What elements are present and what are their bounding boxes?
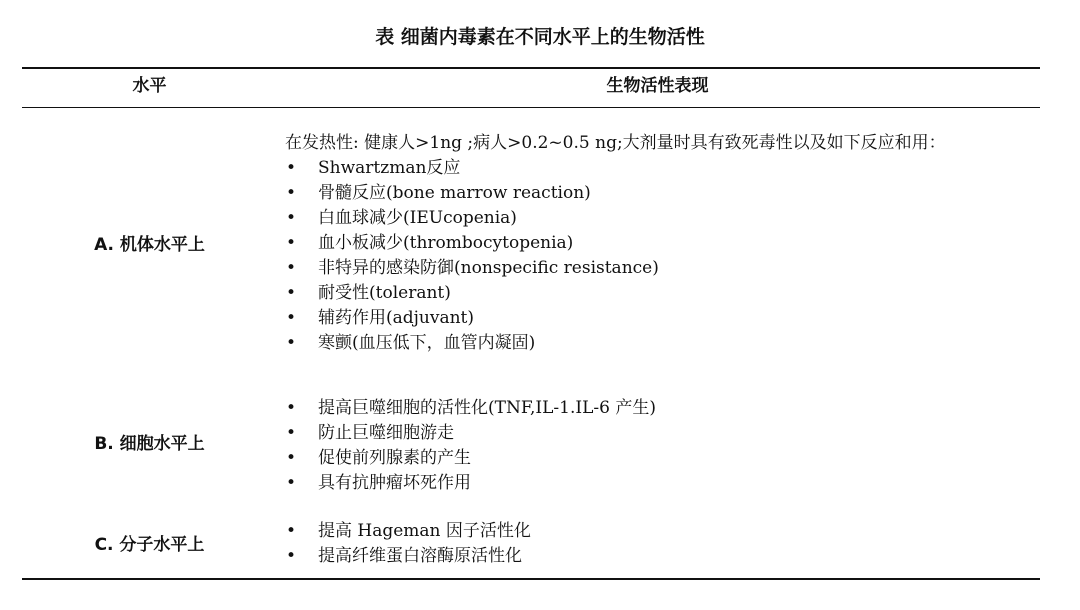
list-item-text: 辅药作用(adjuvant) xyxy=(318,308,475,328)
bullet-icon: • xyxy=(285,233,297,253)
row-a-intro: 在发热性: 健康人>1ng ;病人>0.2~0.5 ng;大剂量时具有致死毒性以及如下反应和用： xyxy=(285,133,946,153)
list-item xyxy=(285,396,1045,421)
bullet-icon: • xyxy=(285,423,297,443)
bullet-icon: • xyxy=(285,258,297,278)
list-item-text: 具有抗肿瘤坏死作用 xyxy=(318,473,471,493)
list-item xyxy=(285,471,1045,496)
list-item-text: 寒颤(血压低下，血管内凝固) xyxy=(318,333,536,353)
list-item-text: 白血球减少(IEUcopenia) xyxy=(318,208,517,228)
list-item-text: 提高巨噬细胞的活性化(TNF,IL-1.IL-6 产生) xyxy=(318,398,656,418)
bullet-icon: • xyxy=(285,546,297,566)
list-item-text: 骨髓反应(bone marrow reaction) xyxy=(318,183,591,203)
list-item-text: 提高 Hageman 因子活性化 xyxy=(318,521,531,541)
list-item xyxy=(285,331,1045,356)
list-item-text: 耐受性(tolerant) xyxy=(318,283,451,303)
bullet-icon: • xyxy=(285,308,297,328)
bullet-icon: • xyxy=(285,183,297,203)
list-item xyxy=(285,421,1045,446)
row-c-content xyxy=(285,519,1045,569)
bullet-icon: • xyxy=(285,158,297,178)
bullet-icon: • xyxy=(285,398,297,418)
bullet-icon: • xyxy=(285,473,297,493)
level-b-label: B. 细胞水平上 xyxy=(94,434,205,454)
list-item xyxy=(285,519,1045,544)
bullet-icon: • xyxy=(285,283,297,303)
list-item-text: Shwartzman反应 xyxy=(318,158,461,178)
row-a-content xyxy=(285,131,1045,356)
row-c-list xyxy=(285,519,1045,569)
list-item-text: 提高纤维蛋白溶酶原活性化 xyxy=(318,546,522,566)
level-a-label: A. 机体水平上 xyxy=(94,235,205,255)
bullet-icon: • xyxy=(285,208,297,228)
bullet-icon: • xyxy=(285,521,297,541)
list-item xyxy=(285,231,1045,256)
list-item xyxy=(285,544,1045,569)
list-item xyxy=(285,306,1045,331)
list-item xyxy=(285,446,1045,471)
list-item-text: 促使前列腺素的产生 xyxy=(318,448,471,468)
row-b-list xyxy=(285,396,1045,496)
bullet-icon: • xyxy=(285,333,297,353)
list-item-text: 非特异的感染防御(nonspecific resistance) xyxy=(318,258,659,278)
top-rule xyxy=(22,67,1040,69)
list-item-text: 防止巨噬细胞游走 xyxy=(318,423,454,443)
list-item xyxy=(285,281,1045,306)
table-title: 表 细菌内毒素在不同水平上的生物活性 xyxy=(375,26,705,48)
header-rule xyxy=(22,107,1040,108)
row-b-content xyxy=(285,396,1045,496)
list-item xyxy=(285,181,1045,206)
list-item-text: 血小板减少(thrombocytopenia) xyxy=(318,233,574,253)
bottom-rule xyxy=(22,578,1040,580)
list-item xyxy=(285,256,1045,281)
level-c-label: C. 分子水平上 xyxy=(94,535,205,555)
row-a-list xyxy=(285,156,1045,356)
header-activity: 生物活性表现 xyxy=(606,76,709,96)
list-item xyxy=(285,206,1045,231)
list-item xyxy=(285,156,1045,181)
header-level: 水平 xyxy=(132,76,167,96)
bullet-icon: • xyxy=(285,448,297,468)
